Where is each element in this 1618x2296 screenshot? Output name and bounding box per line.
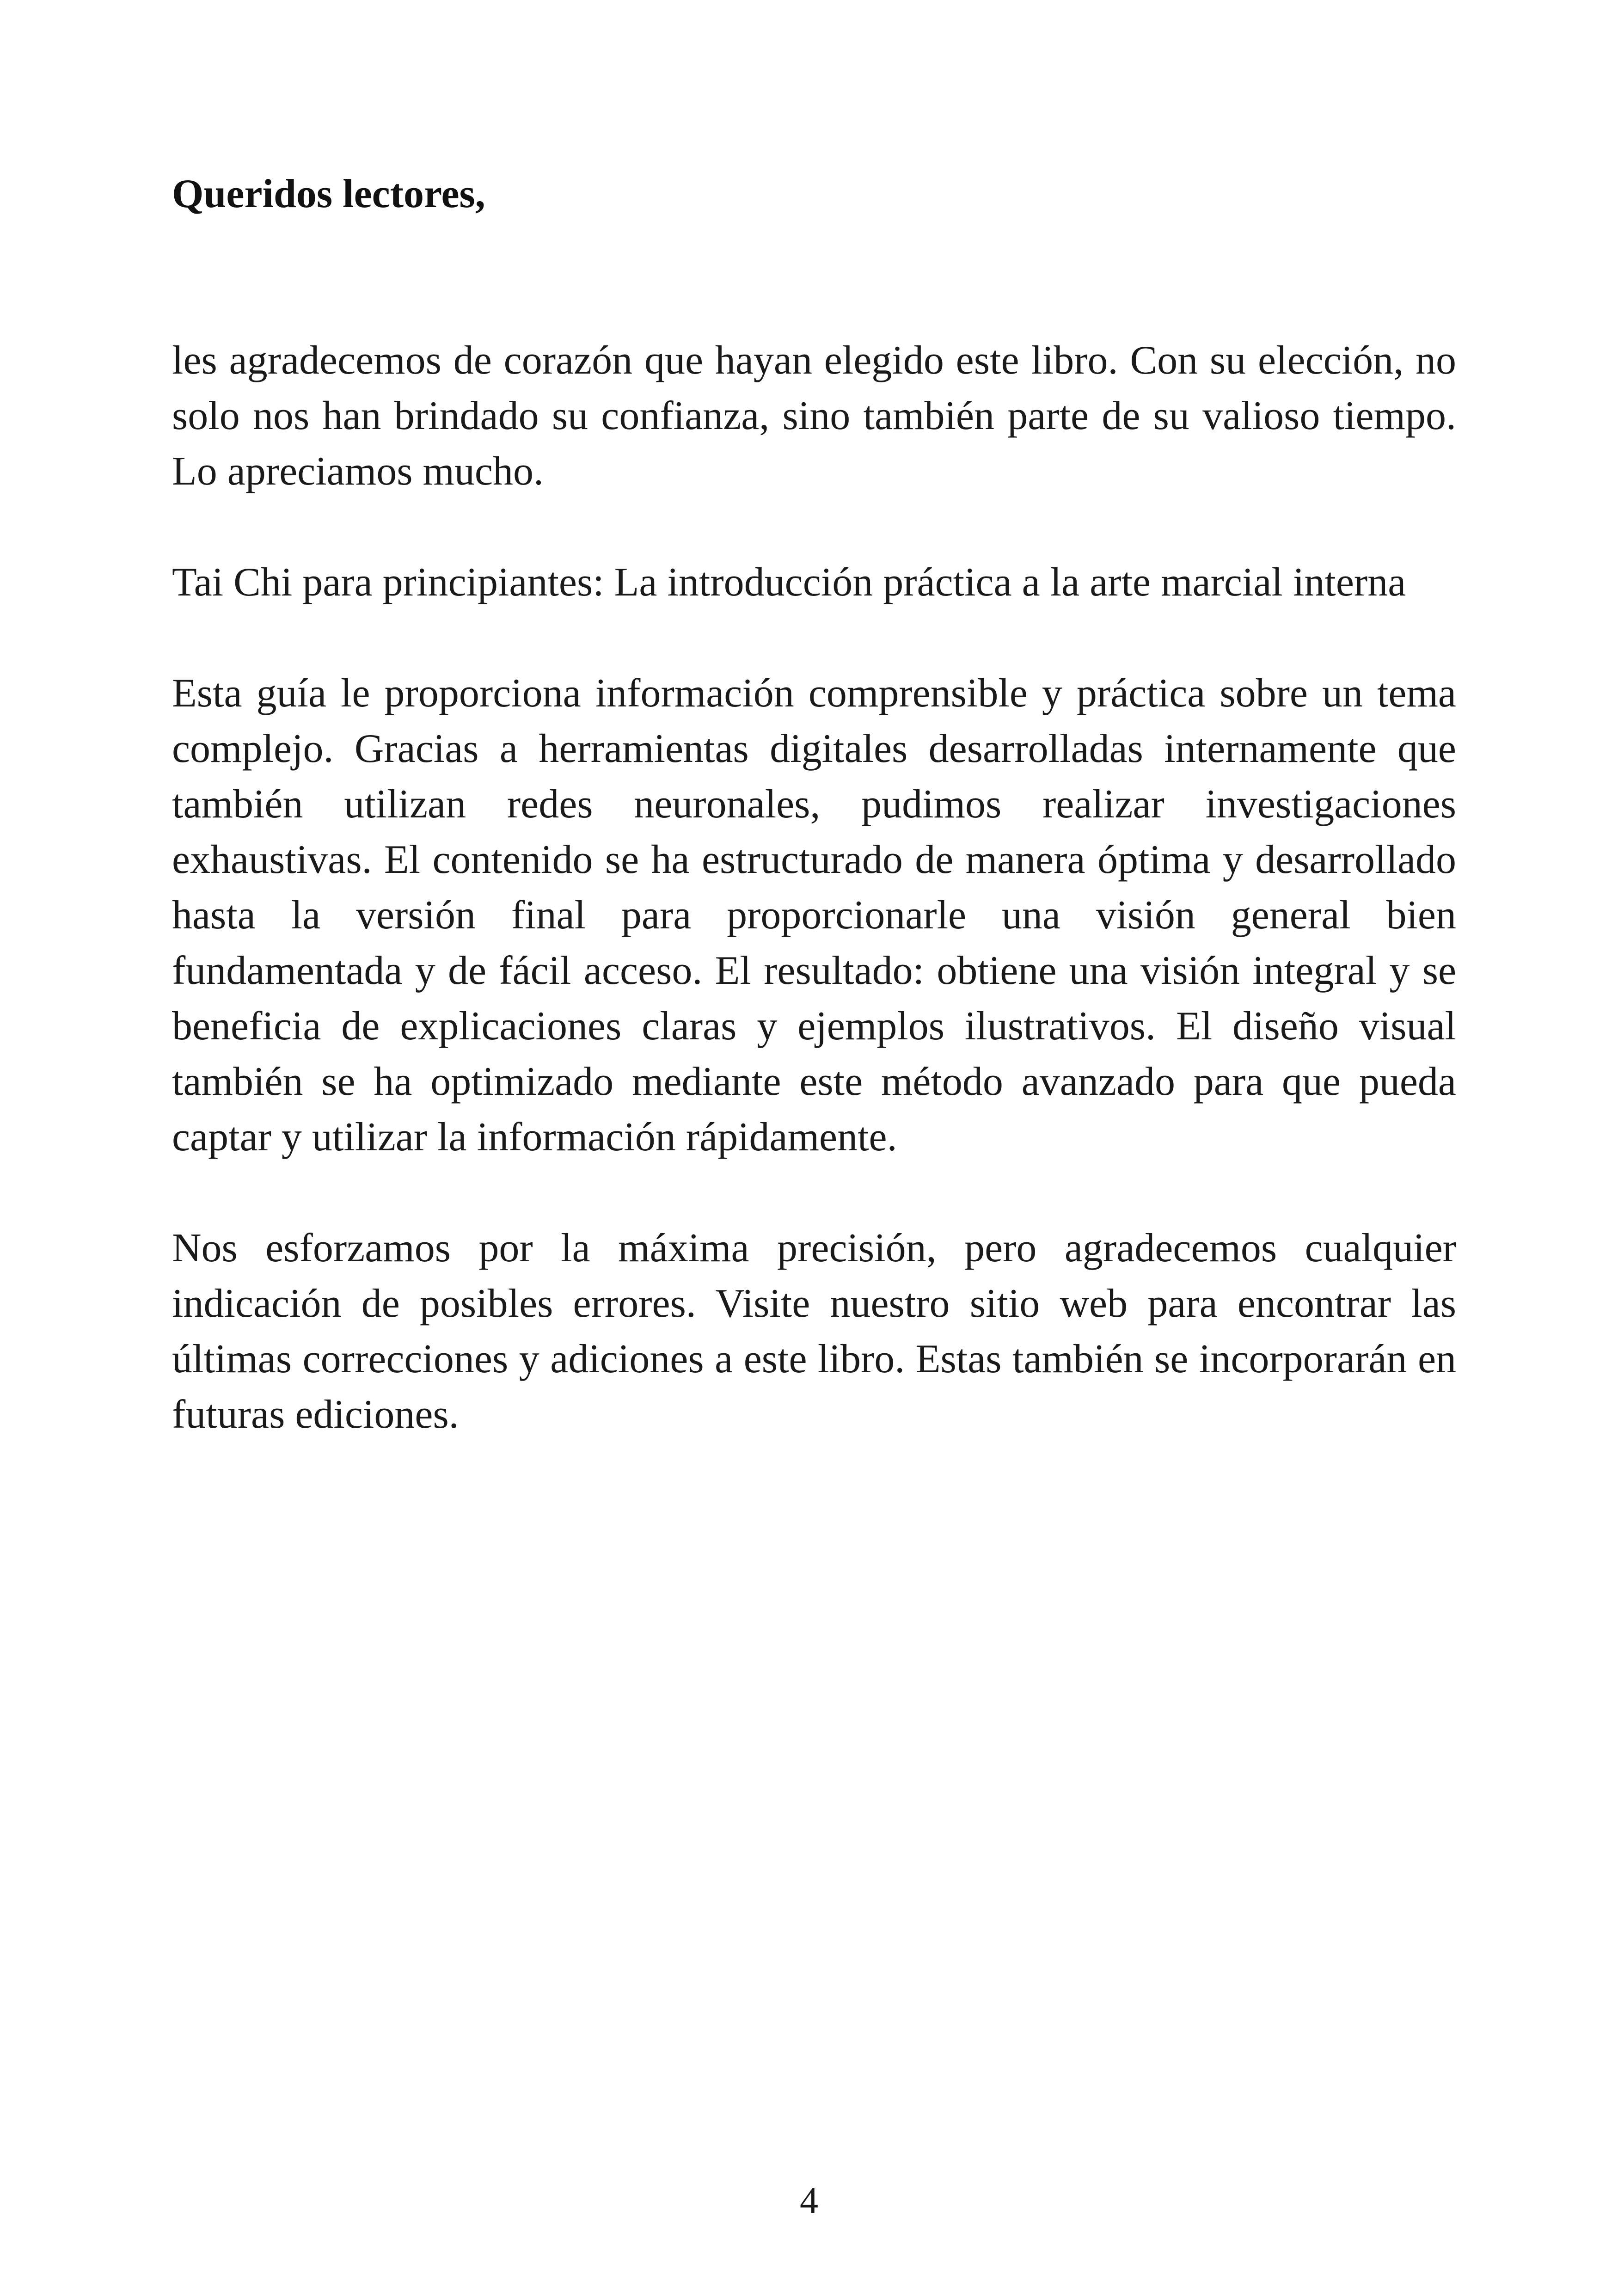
paragraph-errata-note: Nos esforzamos por la máxima precisión, pero agradecemos cualquier indicación de posibles errores. Visite nuestro sitio web para encontrar las últimas correcciones y adiciones a este libro. Estas también se incorporarán en futuras ediciones. [172,1226,1456,1437]
letter-salutation: Queridos lectores, [172,172,485,216]
paragraph-thanks: les agradecemos de corazón que hayan elegido este libro. Con su elección, no solo nos han brindado su confianza, sino también parte de su valioso tiempo. Lo apreciamos mucho. [172,338,1456,494]
paragraph-guide-description: Esta guía le proporciona información comprensible y práctica sobre un tema complejo. Gracias a herramientas digitales desarrolladas internamente que también utilizan redes neuronales, pudimos realizar investigaciones exhaustivas. El contenido se ha estructurado de manera óptima y desarrollado hasta la versión final para proporcionarle una visión general bien fundamentada y de fácil acceso. El resultado: obtiene una visión integral y se beneficia de explicaciones claras y ejemplos ilustrativos. El diseño visual también se ha optimizado mediante este método avanzado para que pueda captar y utilizar la información rápidamente. [172,671,1456,1160]
paragraph-book-title: Tai Chi para principiantes: La introducción práctica a la arte marcial interna [172,560,1406,605]
page-content [172,166,1456,1443]
page-number: 4 [800,2180,818,2221]
